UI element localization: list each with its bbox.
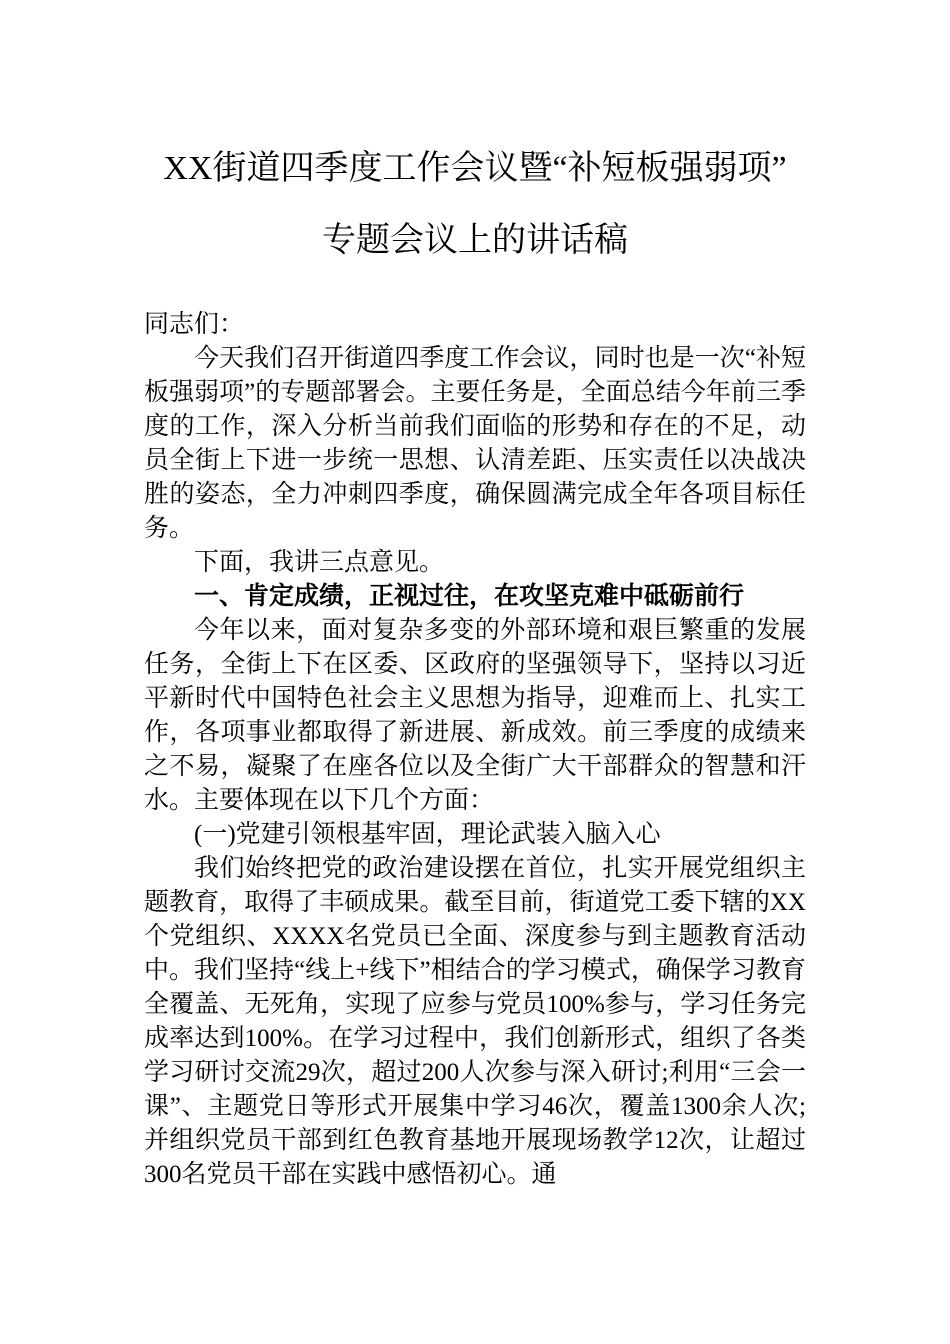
paragraph-opening: 今天我们召开街道四季度工作会议，同时也是一次“补短板强弱项”的专题部署会。主要任务是，全面总结今年前三季度的工作，深入分析当前我们面临的形势和存在的不足，动员全街上下进一步统一思想、认清差距、压实责任以决战决胜的姿态，全力冲刺四季度，确保圆满完成全年各项目标任务。 xyxy=(144,345,806,542)
document-body xyxy=(144,308,806,1192)
title-line-1: XX街道四季度工作会议暨“补短板强弱项” xyxy=(163,150,787,187)
subsection-heading-1: (一)党建引领根基牢固，理论武装入脑入心 xyxy=(194,821,661,848)
salutation: 同志们： xyxy=(144,311,245,338)
document-title xyxy=(0,0,950,258)
paragraph-transition: 下面，我讲三点意见。 xyxy=(194,549,445,576)
title-line-2: 专题会议上的讲话稿 xyxy=(322,222,628,259)
paragraph-subsection1-body: 我们始终把党的政治建设摆在首位，扎实开展党组织主题教育，取得了丰硕成果。截至目前，街道党工委下辖的XX个党组织、XXXX名党员已全面、深度参与到主题教育活动中。我们坚持“线上+线下”相结合的学习模式，确保学习教育全覆盖、无死角，实现了应参与党员100%参与，学习任务完成率达到100%。在学习过程中，我们创新形式，组织了各类学习研讨交流29次，超过200人次参与深入研讨;利用“三会一课”、主题党日等形式开展集中学习46次，覆盖1300余人次;并组织党员干部到红色教育基地开展现场教学12次，让超过300名党员干部在实践中感悟初心。通 xyxy=(144,855,806,1188)
section-heading-1: 一、肯定成绩，正视过往，在攻坚克难中砥砺前行 xyxy=(194,583,745,610)
paragraph-section1-intro: 今年以来，面对复杂多变的外部环境和艰巨繁重的发展任务，全街上下在区委、区政府的坚强领导下，坚持以习近平新时代中国特色社会主义思想为指导，迎难而上、扎实工作，各项事业都取得了新进展、新成效。前三季度的成绩来之不易，凝聚了在座各位以及全街广大干部群众的智慧和汗水。主要体现在以下几个方面： xyxy=(144,617,806,814)
